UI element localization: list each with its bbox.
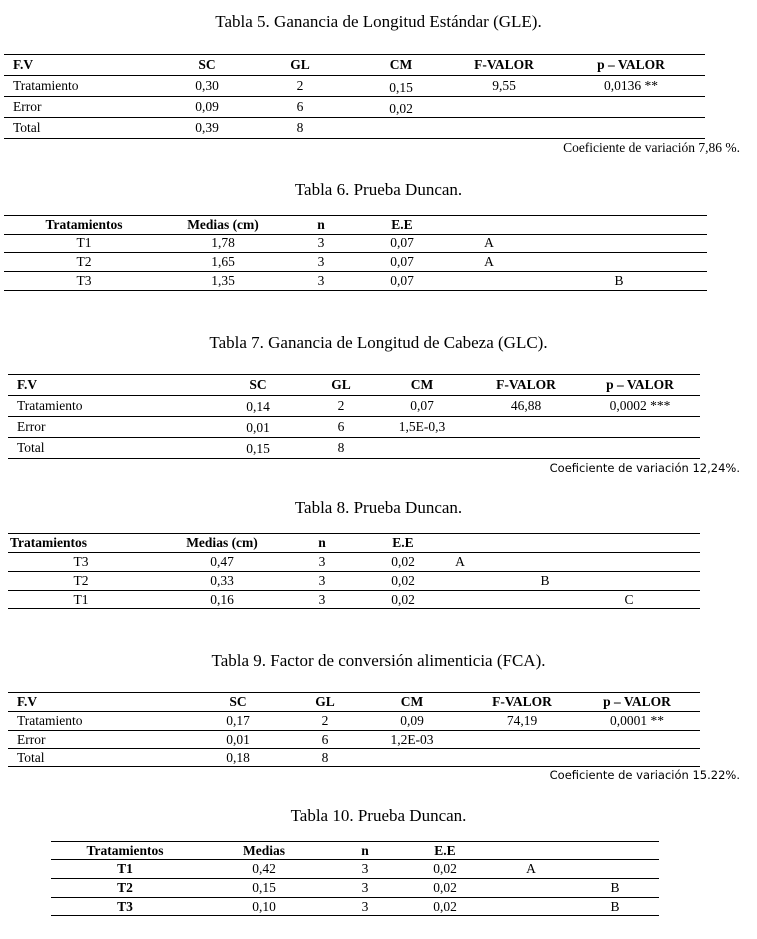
rule: [8, 552, 700, 553]
table-cell: 6: [321, 732, 329, 747]
header-cell: Tratamientos: [45, 217, 123, 232]
table-cell: 0,02: [391, 554, 415, 569]
header-cell: F.V: [13, 57, 34, 72]
table-cell: 0,07: [390, 254, 414, 269]
table-cell: 8: [321, 750, 329, 765]
duncan-group: B: [614, 273, 624, 288]
table-cell: 0,14: [246, 399, 270, 414]
table-cell: T1: [117, 861, 133, 876]
tabla6-title: Tabla 6. Prueba Duncan.: [294, 180, 463, 199]
rule: [8, 395, 700, 396]
table-cell: Total: [17, 440, 45, 455]
tabla9: [8, 692, 700, 770]
tabla5-title: Tabla 5. Ganancia de Longitud Estándar (GLE).: [215, 12, 542, 31]
table-cell: 2: [321, 713, 329, 728]
table-cell: 0,39: [195, 120, 219, 135]
table-cell: T3: [73, 554, 89, 569]
table-cell: 9,55: [492, 78, 516, 93]
table-cell: 0,47: [210, 554, 234, 569]
table-cell: 74,19: [506, 713, 538, 728]
duncan-group: C: [624, 592, 634, 607]
rule: [4, 138, 705, 139]
table-cell: Error: [17, 419, 46, 434]
rule: [8, 692, 700, 693]
header-cell: E.E: [391, 217, 413, 232]
table-cell: 46,88: [510, 398, 542, 413]
header-cell: n: [318, 535, 326, 550]
table-cell: 0,07: [390, 235, 414, 250]
duncan-group: A: [526, 861, 536, 876]
table-cell: 0,15: [246, 441, 270, 456]
header-cell: F.V: [17, 694, 38, 709]
tabla5: [4, 54, 705, 140]
duncan-group: A: [455, 554, 465, 569]
rule: [8, 571, 700, 572]
table-cell: 3: [317, 254, 325, 269]
table-cell: 0,0001 **: [610, 713, 664, 728]
table-cell: 8: [337, 440, 345, 455]
table-cell: 0,0002 ***: [609, 398, 671, 413]
tabla7: [8, 374, 700, 460]
header-cell: E.E: [392, 535, 414, 550]
table-cell: 2: [296, 78, 304, 93]
table-cell: Tratamiento: [17, 713, 83, 728]
table-cell: 3: [317, 235, 325, 250]
tabla8: [8, 533, 700, 611]
duncan-group: B: [610, 880, 620, 895]
table-cell: Total: [13, 120, 41, 135]
duncan-group: B: [610, 899, 620, 914]
table-cell: T3: [76, 273, 92, 288]
header-cell: SC: [249, 377, 267, 392]
tabla6: [4, 215, 707, 293]
header-cell: GL: [331, 377, 351, 392]
header-cell: F-VALOR: [474, 57, 534, 72]
table-cell: 3: [361, 880, 369, 895]
header-cell: n: [361, 843, 369, 858]
table-cell: 0,15: [389, 80, 413, 95]
rule: [51, 915, 659, 916]
duncan-group: A: [484, 254, 494, 269]
table-cell: 0,02: [433, 899, 457, 914]
table-cell: 0,16: [210, 592, 234, 607]
table-cell: 1,78: [211, 235, 235, 250]
table-cell: 1,2E-03: [390, 732, 434, 747]
rule: [8, 590, 700, 591]
table-cell: T1: [73, 592, 89, 607]
table-cell: 0,02: [433, 880, 457, 895]
rule: [8, 437, 700, 438]
table-cell: 3: [318, 573, 326, 588]
header-cell: Tratamientos: [86, 843, 164, 858]
rule: [4, 117, 705, 118]
rule: [4, 234, 707, 235]
table-cell: 6: [337, 419, 345, 434]
table-cell: 0,01: [226, 732, 250, 747]
duncan-group: B: [540, 573, 550, 588]
tabla9-cv-note: Coeficiente de variación 15.22%.: [549, 768, 740, 782]
tabla7-cv-note: Coeficiente de variación 12,24%.: [549, 461, 740, 475]
table-cell: 0,15: [252, 880, 276, 895]
header-cell: n: [317, 217, 325, 232]
table-cell: 0,17: [226, 713, 250, 728]
rule: [4, 271, 707, 272]
rule: [4, 75, 705, 76]
table-cell: T2: [117, 880, 133, 895]
table-cell: 0,18: [226, 750, 250, 765]
table-cell: 3: [361, 861, 369, 876]
table-cell: 0,02: [389, 101, 413, 116]
table-cell: 1,35: [211, 273, 235, 288]
rule: [51, 897, 659, 898]
header-cell: SC: [229, 694, 247, 709]
header-cell: GL: [290, 57, 310, 72]
table-cell: 3: [318, 592, 326, 607]
table-cell: 0,07: [390, 273, 414, 288]
rule: [8, 374, 700, 375]
rule: [8, 766, 700, 767]
table-cell: 8: [296, 120, 304, 135]
duncan-group: A: [484, 235, 494, 250]
table-cell: T1: [76, 235, 92, 250]
table-cell: T2: [76, 254, 92, 269]
table-cell: 1,5E-0,3: [398, 419, 446, 434]
table-cell: Error: [13, 99, 42, 114]
header-cell: F-VALOR: [492, 694, 552, 709]
header-cell: GL: [315, 694, 335, 709]
header-cell: CM: [389, 57, 413, 72]
table-cell: 0,02: [391, 573, 415, 588]
table-cell: 0,02: [433, 861, 457, 876]
header-cell: p – VALOR: [603, 694, 671, 709]
table-cell: 0,09: [400, 713, 424, 728]
rule: [4, 96, 705, 97]
rule: [8, 458, 700, 459]
table-cell: T3: [117, 899, 133, 914]
rule: [4, 252, 707, 253]
table-cell: 0,09: [195, 99, 219, 114]
rule: [8, 730, 700, 731]
table-cell: 0,07: [410, 398, 434, 413]
rule: [8, 711, 700, 712]
rule: [51, 841, 659, 842]
table-cell: Total: [17, 750, 45, 765]
header-cell: p – VALOR: [606, 377, 674, 392]
table-cell: 0,10: [252, 899, 276, 914]
rule: [4, 215, 707, 216]
table-cell: 0,0136 **: [604, 78, 658, 93]
tabla5-cv-note: Coeficiente de variación 7,86 %.: [563, 140, 740, 155]
tabla8-title: Tabla 8. Prueba Duncan.: [294, 498, 463, 517]
rule: [8, 608, 700, 609]
header-cell: Medias (cm): [187, 217, 259, 232]
tabla9-title: Tabla 9. Factor de conversión alimenticia (FCA).: [211, 651, 546, 670]
header-cell: SC: [198, 57, 216, 72]
header-cell: Medias (cm): [186, 535, 258, 550]
rule: [8, 416, 700, 417]
table-cell: T2: [73, 573, 89, 588]
header-cell: Tratamientos: [10, 535, 87, 550]
table-cell: 0,01: [246, 420, 270, 435]
rule: [51, 878, 659, 879]
table-cell: 0,33: [210, 573, 234, 588]
rule: [8, 748, 700, 749]
table-cell: 2: [337, 398, 345, 413]
table-cell: 1,65: [211, 254, 235, 269]
header-cell: CM: [400, 694, 424, 709]
header-cell: F.V: [17, 377, 38, 392]
table-cell: 0,02: [391, 592, 415, 607]
tabla10: [51, 841, 659, 919]
rule: [4, 54, 705, 55]
table-cell: 0,30: [195, 78, 219, 93]
table-cell: Tratamiento: [17, 398, 83, 413]
rule: [4, 290, 707, 291]
header-cell: E.E: [434, 843, 456, 858]
table-cell: 3: [361, 899, 369, 914]
rule: [51, 859, 659, 860]
table-cell: 6: [296, 99, 304, 114]
table-cell: 3: [317, 273, 325, 288]
table-cell: Tratamiento: [13, 78, 79, 93]
header-cell: F-VALOR: [496, 377, 556, 392]
table-cell: 3: [318, 554, 326, 569]
table-cell: Error: [17, 732, 46, 747]
tabla7-title: Tabla 7. Ganancia de Longitud de Cabeza (GLC).: [209, 333, 548, 352]
header-cell: CM: [410, 377, 434, 392]
tabla10-title: Tabla 10. Prueba Duncan.: [290, 806, 467, 825]
rule: [8, 533, 700, 534]
table-cell: 0,42: [252, 861, 276, 876]
header-cell: p – VALOR: [597, 57, 665, 72]
header-cell: Medias: [243, 843, 285, 858]
